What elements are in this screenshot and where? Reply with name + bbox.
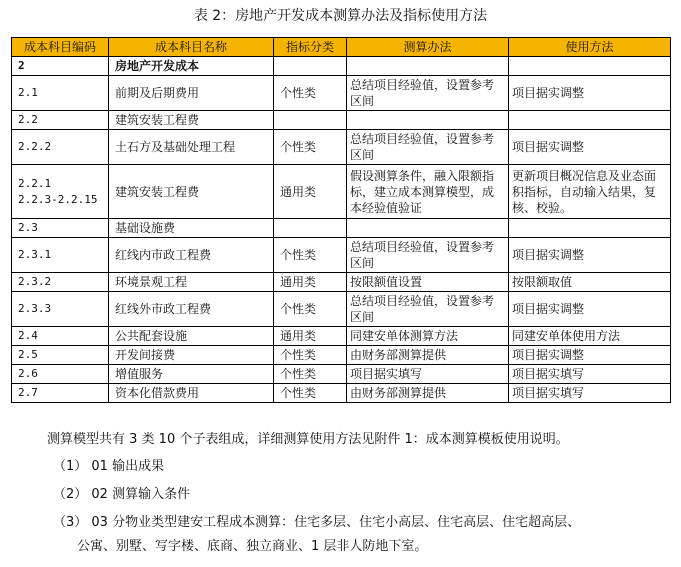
notes-item-2: （2） 02 测算输入条件 — [53, 487, 191, 502]
method-cell: 按限额值设置 — [347, 273, 509, 292]
table-row — [12, 384, 671, 403]
table-row — [12, 238, 671, 273]
table-row — [12, 165, 671, 219]
category-cell: 个性类 — [274, 76, 347, 111]
method-cell — [347, 219, 509, 238]
table-row — [12, 76, 671, 111]
category-cell — [274, 111, 347, 130]
usage-cell — [509, 111, 671, 130]
table-row — [12, 57, 671, 76]
method-cell: 总结项目经验值，设置参考区间 — [347, 238, 509, 273]
category-cell — [274, 219, 347, 238]
name-cell: 增值服务 — [109, 365, 274, 384]
usage-cell: 按限额取值 — [509, 273, 671, 292]
usage-cell: 项目据实调整 — [509, 76, 671, 111]
method-cell: 项目据实填写 — [347, 365, 509, 384]
table-row — [12, 327, 671, 346]
table-row — [12, 111, 671, 130]
category-cell: 通用类 — [274, 165, 347, 219]
category-cell — [274, 57, 347, 76]
method-cell — [347, 57, 509, 76]
method-cell: 假设测算条件，融入限额指标，建立成本测算模型，成本经验值验证 — [347, 165, 509, 219]
name-cell: 建筑安装工程费 — [109, 165, 274, 219]
usage-cell: 项目据实调整 — [509, 130, 671, 165]
method-cell: 由财务部测算提供 — [347, 384, 509, 403]
method-cell: 总结项目经验值，设置参考区间 — [347, 292, 509, 327]
code-cell: 2.4 — [12, 327, 109, 346]
category-cell: 个性类 — [274, 130, 347, 165]
table-row — [12, 365, 671, 384]
category-cell: 个性类 — [274, 384, 347, 403]
name-cell: 土石方及基础处理工程 — [109, 130, 274, 165]
table-row — [12, 130, 671, 165]
usage-cell: 项目据实填写 — [509, 384, 671, 403]
usage-cell: 项目据实调整 — [509, 292, 671, 327]
code-cell: 2.3.1 — [12, 238, 109, 273]
header-method: 测算办法 — [347, 38, 509, 57]
code-cell: 2.3.3 — [12, 292, 109, 327]
table-header-row — [12, 38, 671, 57]
notes-intro: 测算模型共有 3 类 10 个子表组成，详细测算使用方法见附件 1：成本测算模板使用说明。 — [47, 432, 569, 447]
code-cell: 2.2.2 — [12, 130, 109, 165]
method-cell — [347, 111, 509, 130]
usage-cell: 更新项目概况信息及业态面积指标，自动输入结果，复核、校验。 — [509, 165, 671, 219]
code-cell: 2.6 — [12, 365, 109, 384]
name-cell: 环境景观工程 — [109, 273, 274, 292]
table-row — [12, 346, 671, 365]
name-cell: 开发间接费 — [109, 346, 274, 365]
code-cell: 2.2 — [12, 111, 109, 130]
code-cell: 2.5 — [12, 346, 109, 365]
usage-cell: 项目据实调整 — [509, 238, 671, 273]
name-cell: 资本化借款费用 — [109, 384, 274, 403]
code-cell: 2 — [12, 57, 109, 76]
name-cell: 房地产开发成本 — [109, 57, 274, 76]
category-cell: 个性类 — [274, 238, 347, 273]
code-cell: 2.1 — [12, 76, 109, 111]
category-cell: 个性类 — [274, 365, 347, 384]
usage-cell: 同建安单体使用方法 — [509, 327, 671, 346]
usage-cell: 项目据实调整 — [509, 346, 671, 365]
method-cell: 总结项目经验值，设置参考区间 — [347, 76, 509, 111]
category-cell: 个性类 — [274, 346, 347, 365]
category-cell: 个性类 — [274, 292, 347, 327]
name-cell: 前期及后期费用 — [109, 76, 274, 111]
category-cell: 通用类 — [274, 273, 347, 292]
name-cell: 红线外市政工程费 — [109, 292, 274, 327]
table-row — [12, 292, 671, 327]
name-cell: 建筑安装工程费 — [109, 111, 274, 130]
header-name: 成本科目名称 — [109, 38, 274, 57]
notes-item-3-continued: 公寓、别墅、写字楼、底商、独立商业、1 层非人防地下室。 — [77, 539, 428, 554]
table-row — [12, 219, 671, 238]
code-cell: 2.3.2 — [12, 273, 109, 292]
usage-cell: 项目据实填写 — [509, 365, 671, 384]
method-cell: 总结项目经验值，设置参考区间 — [347, 130, 509, 165]
table-row — [12, 273, 671, 292]
usage-cell — [509, 219, 671, 238]
name-cell: 基础设施费 — [109, 219, 274, 238]
header-category: 指标分类 — [274, 38, 347, 57]
method-cell: 由财务部测算提供 — [347, 346, 509, 365]
header-usage: 使用方法 — [509, 38, 671, 57]
method-cell: 同建安单体测算方法 — [347, 327, 509, 346]
category-cell: 通用类 — [274, 327, 347, 346]
usage-cell — [509, 57, 671, 76]
header-code: 成本科目编码 — [12, 38, 109, 57]
table-caption: 表 2：房地产开发成本测算办法及指标使用方法 — [193, 8, 488, 24]
code-cell: 2.3 — [12, 219, 109, 238]
notes-item-1: （1） 01 输出成果 — [53, 459, 165, 474]
name-cell: 红线内市政工程费 — [109, 238, 274, 273]
code-cell: 2.7 — [12, 384, 109, 403]
code-cell: 2.2.1 2.2.3-2.2.15 — [12, 165, 109, 219]
cost-method-table — [11, 37, 671, 403]
name-cell: 公共配套设施 — [109, 327, 274, 346]
notes-item-3: （3） 03 分物业类型建安工程成本测算：住宅多层、住宅小高层、住宅高层、住宅超高层、 — [53, 515, 581, 530]
